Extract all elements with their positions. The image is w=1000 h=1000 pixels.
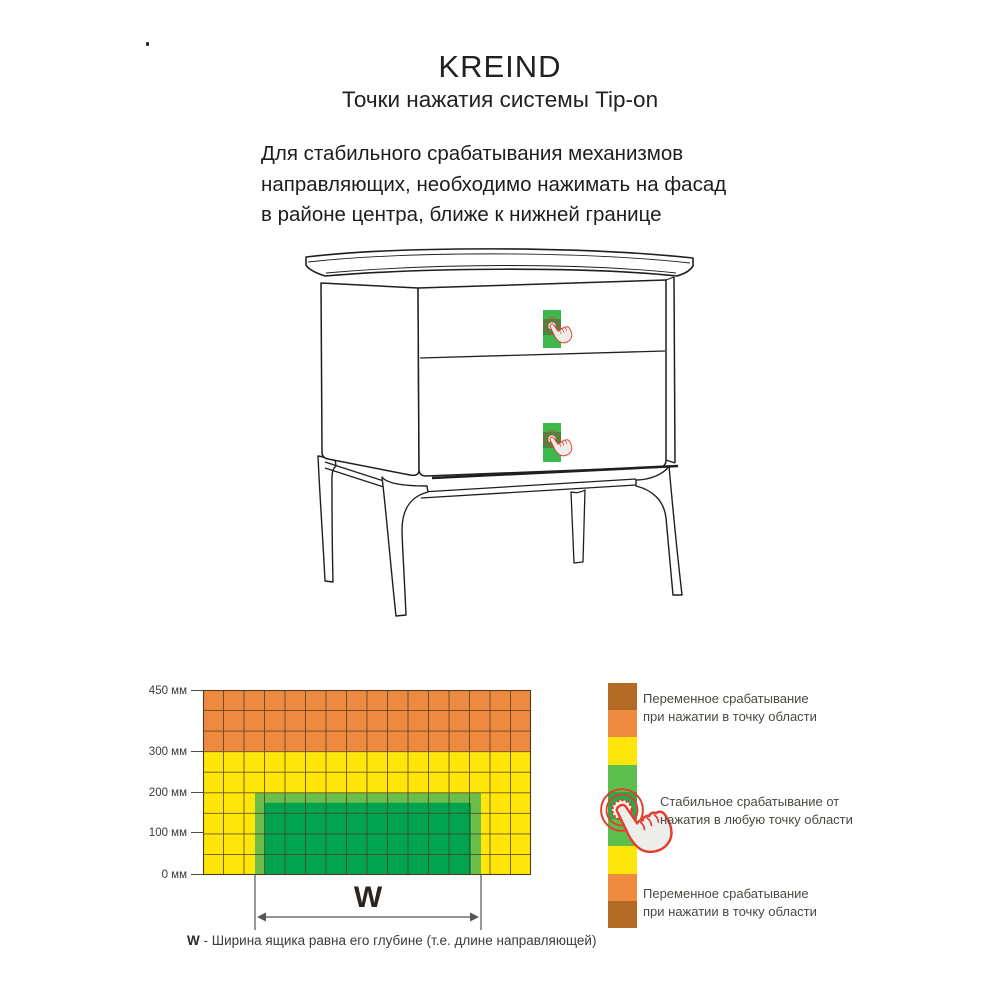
page-subtitle: Точки нажатия системы Tip-on	[341, 87, 659, 112]
nightstand-leg	[571, 490, 585, 563]
axis-tick	[191, 690, 203, 691]
legend-item-variable-bottom: Переменное срабатывание при нажатии в точку области	[643, 886, 817, 919]
stray-mark	[146, 42, 149, 46]
nightstand-top	[306, 249, 693, 276]
legend-seg-brown	[608, 901, 637, 928]
legend-item-stable: Стабильное срабатывание от нажатия в любую точку области	[660, 794, 853, 827]
axis-tick	[191, 792, 203, 793]
y-axis-label-0: 0 мм	[139, 867, 203, 882]
legend-item-variable-top: Переменное срабатывание при нажатии в точку области	[643, 691, 817, 724]
press-zone-grid	[203, 690, 531, 875]
legend-seg-brown	[608, 683, 637, 710]
nightstand-illustration	[280, 240, 725, 625]
width-label: W	[353, 881, 383, 914]
intro-line: в районе центра, ближе к нижней границе	[261, 203, 662, 226]
y-axis-label-100: 100 мм	[139, 825, 203, 840]
legend-seg-orange	[608, 710, 637, 737]
intro-line: Для стабильного срабатывания механизмов	[261, 142, 684, 165]
nightstand-leg	[318, 456, 336, 582]
intro-line: направляющих, необходимо нажимать на фасад	[261, 172, 727, 196]
axis-tick	[191, 751, 203, 752]
y-axis-label-200: 200 мм	[139, 785, 203, 800]
legend-seg-yellow	[608, 737, 637, 764]
axis-tick	[191, 874, 203, 875]
legend-seg-orange	[608, 874, 637, 901]
y-axis-label-300: 300 мм	[139, 744, 203, 759]
axis-tick	[191, 832, 203, 833]
intro-paragraph	[261, 139, 761, 231]
page-title: KREIND	[438, 49, 562, 84]
nightstand-body	[321, 277, 678, 478]
nightstand-leg	[636, 466, 682, 595]
y-axis-label-450: 450 мм	[139, 683, 203, 698]
diagram-caption: W - Ширина ящика равна его глубине (т.е. длине направляющей)	[187, 933, 597, 948]
